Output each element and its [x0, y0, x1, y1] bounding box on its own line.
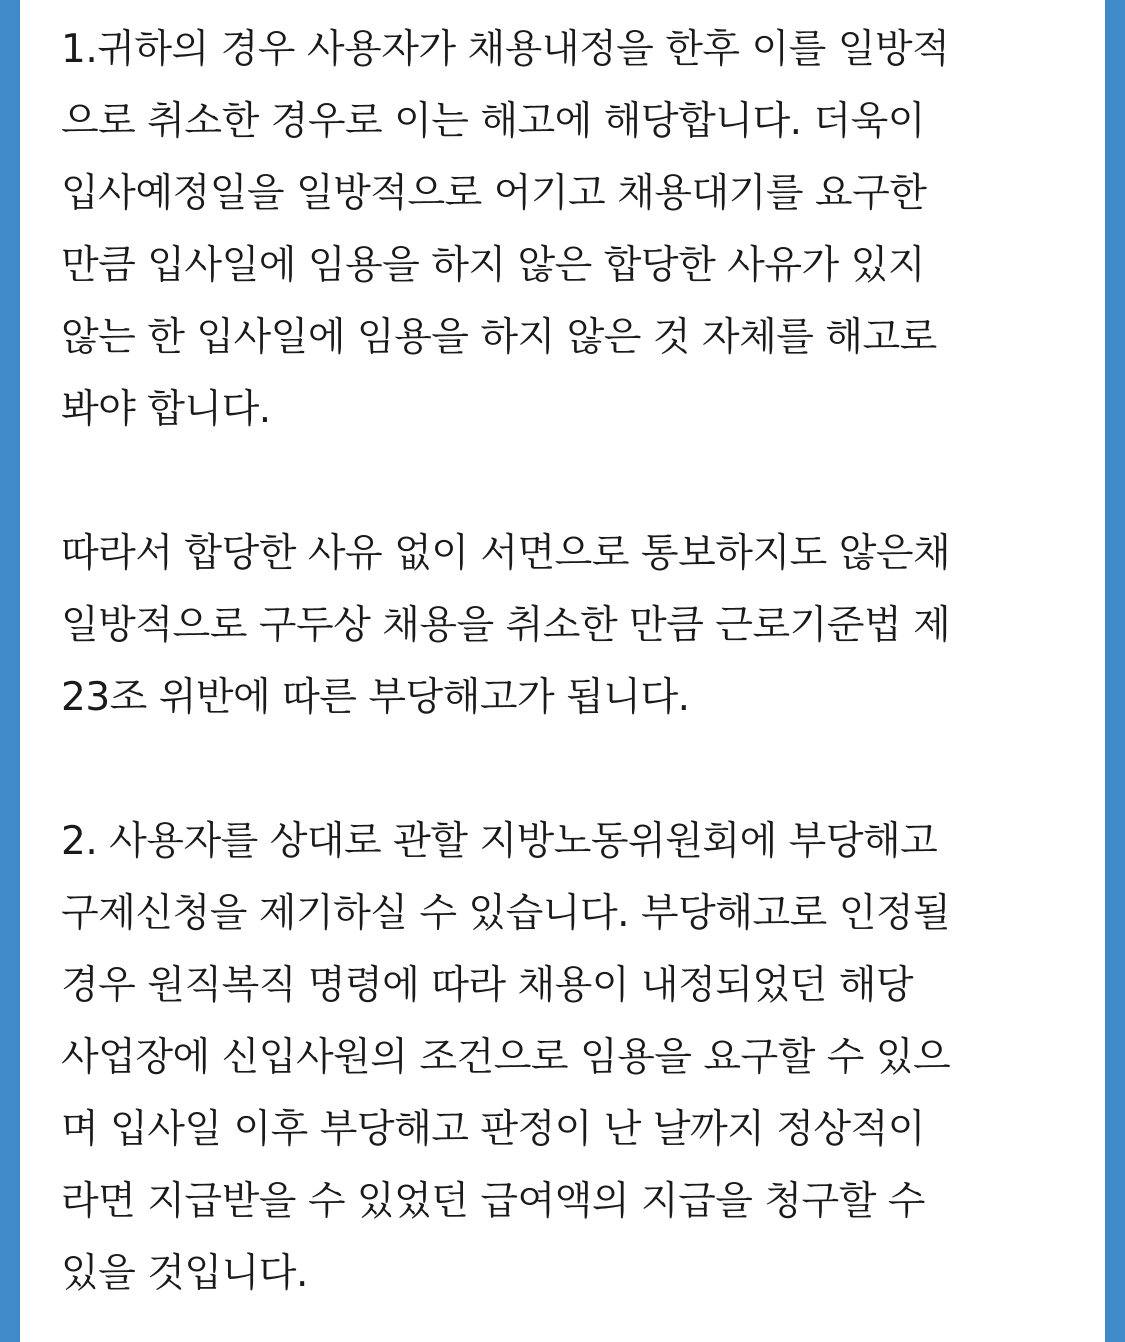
- text-line: 라면 지급받을 수 있었던 급여액의 지급을 청구할 수: [61, 1179, 925, 1224]
- text-line: 1.귀하의 경우 사용자가 채용내정을 한후 이를 일방적: [61, 27, 950, 72]
- paragraph-3: [61, 806, 1085, 1310]
- paragraph-2: [61, 518, 1085, 734]
- left-border: [0, 0, 20, 1342]
- document-body: [20, 0, 1105, 1342]
- text-line: 으로 취소한 경우로 이는 해고에 해당합니다. 더욱이: [61, 99, 925, 144]
- text-line: 사업장에 신입사원의 조건으로 임용을 요구할 수 있으: [61, 1035, 951, 1080]
- text-line: 봐야 합니다.: [61, 387, 271, 432]
- text-line: 구제신청을 제기하실 수 있습니다. 부당해고로 인정될: [61, 891, 951, 936]
- paragraph-1: [61, 14, 1085, 446]
- paragraph-spacer: [61, 446, 1085, 518]
- text-line: 23조 위반에 따른 부당해고가 됩니다.: [61, 675, 690, 720]
- text-line: 입사예정일을 일방적으로 어기고 채용대기를 요구한: [61, 171, 927, 216]
- text-line: 따라서 합당한 사유 없이 서면으로 통보하지도 않은채: [61, 531, 951, 576]
- text-line: 만큼 입사일에 임용을 하지 않은 합당한 사유가 있지: [61, 243, 925, 288]
- text-line: 않는 한 입사일에 임용을 하지 않은 것 자체를 해고로: [61, 315, 937, 360]
- paragraph-spacer: [61, 734, 1085, 806]
- text-line: 일방적으로 구두상 채용을 취소한 만큼 근로기준법 제: [61, 603, 951, 648]
- text-line: 경우 원직복직 명령에 따라 채용이 내정되었던 해당: [61, 963, 914, 1008]
- text-line: 있을 것입니다.: [61, 1251, 308, 1296]
- text-line: 며 입사일 이후 부당해고 판정이 난 날까지 정상적이: [61, 1107, 925, 1152]
- text-line: 2. 사용자를 상대로 관할 지방노동위원회에 부당해고: [61, 819, 938, 864]
- right-border: [1105, 0, 1125, 1342]
